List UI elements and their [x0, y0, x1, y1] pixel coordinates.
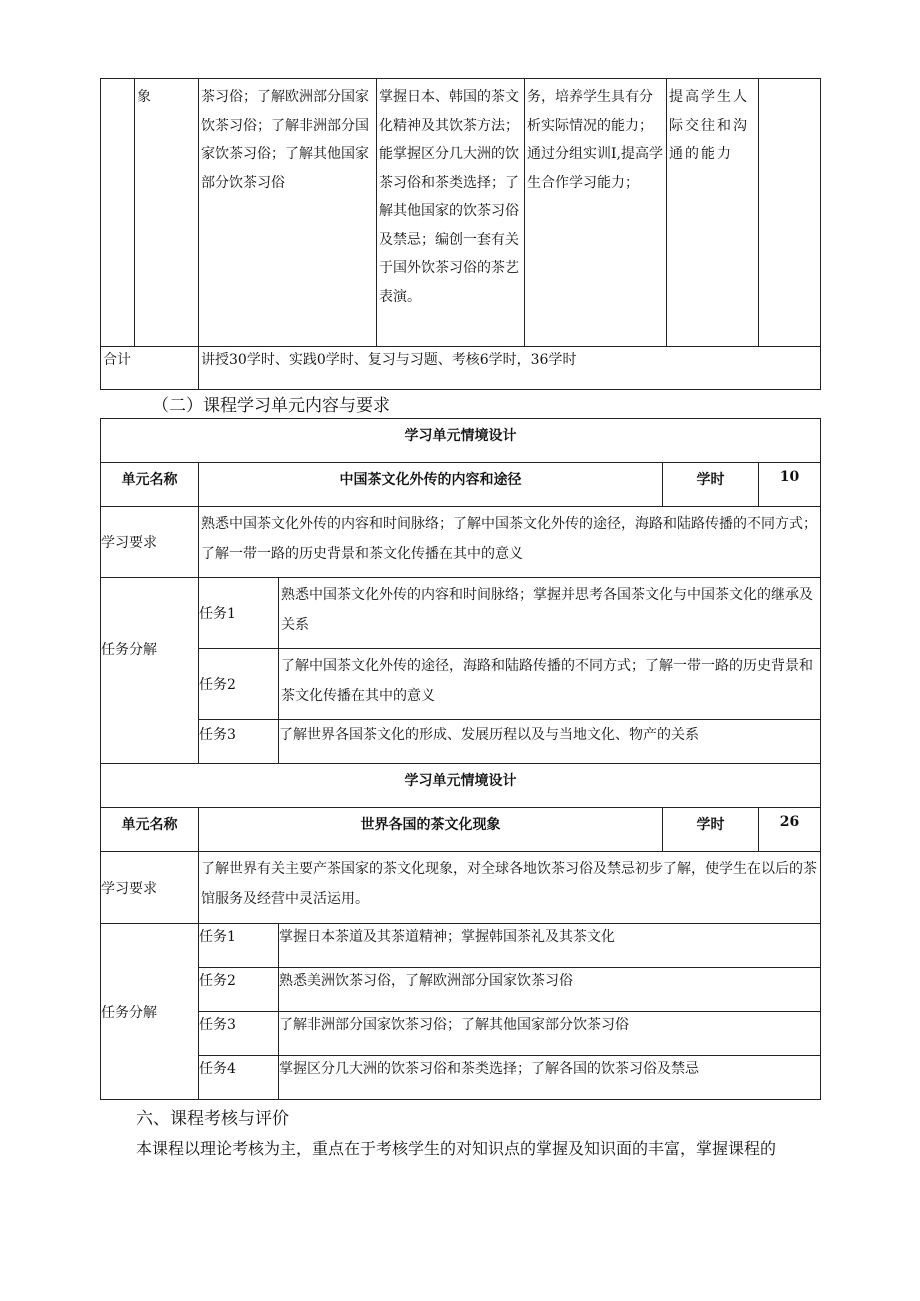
unit-name-label: 单元名称 — [101, 463, 199, 507]
knowledge-cell: 茶习俗；了解欧洲部分国家饮茶习俗；了解非洲部分国家饮茶习俗；了解其他国家部分饮茶习俗 — [199, 79, 377, 347]
requirement-text: 了解世界有关主要产茶国家的茶文化现象，对全球各地饮茶习俗及禁忌初步了解，使学生在以后的茶馆服务及经营中灵活运用。 — [199, 852, 821, 924]
task-text: 掌握日本茶道及其茶道精神；掌握韩国茶礼及其茶文化 — [279, 924, 821, 968]
unit-design-table — [100, 418, 821, 1100]
empty-cell — [759, 79, 821, 347]
task-label: 任务2 — [199, 968, 279, 1012]
empty-cell — [101, 79, 135, 347]
task-breakdown-label: 任务分解 — [101, 578, 199, 720]
task-text: 熟悉中国茶文化外传的内容和时间脉络；掌握并思考各国茶文化与中国茶文化的继承及关系 — [279, 578, 821, 649]
hours-label: 学时 — [663, 808, 759, 852]
hours-value: 10 — [759, 463, 821, 507]
total-row — [101, 347, 821, 390]
task-label: 任务2 — [199, 649, 279, 720]
task-text: 了解世界各国茶文化的形成、发展历程以及与当地文化、物产的关系 — [279, 720, 821, 764]
course-plan-table — [100, 78, 821, 390]
skill-cell: 掌握日本、韩国的茶文化精神及其饮茶方法；能掌握区分几大洲的饮茶习俗和茶类选择；了解其他国家的饮茶习俗及禁忌；编创一套有关于国外饮茶习俗的茶艺表演。 — [377, 79, 525, 347]
method-cell: 务，培养学生具有分析实际情况的能力；通过分组实训I,提高学生合作学习能力； — [525, 79, 667, 347]
section-paragraph: 本课程以理论考核为主，重点在于考核学生的对知识点的掌握及知识面的丰富，掌握课程的 — [136, 1139, 777, 1158]
task-label: 任务3 — [199, 720, 279, 764]
section-heading: （二）课程学习单元内容与要求 — [152, 396, 390, 416]
scenario-title: 学习单元情境设计 — [101, 764, 821, 808]
task-text: 熟悉美洲饮茶习俗，了解欧洲部分国家饮茶习俗 — [279, 968, 821, 1012]
requirement-text: 熟悉中国茶文化外传的内容和时间脉络；了解中国茶文化外传的途径，海路和陆路传播的不同方式；了解一带一路的历史背景和茶文化传播在其中的意义 — [199, 507, 821, 578]
task-label: 任务1 — [199, 924, 279, 968]
unit-name: 中国茶文化外传的内容和途径 — [199, 463, 663, 507]
requirement-label: 学习要求 — [101, 507, 199, 578]
unit-content-cell: 象 — [135, 79, 199, 347]
scenario-title: 学习单元情境设计 — [101, 419, 821, 463]
task-label: 任务1 — [199, 578, 279, 649]
section-title: 六、课程考核与评价 — [136, 1109, 289, 1129]
task-text: 了解非洲部分国家饮茶习俗；了解其他国家部分饮茶习俗 — [279, 1012, 821, 1056]
task-text: 了解中国茶文化外传的途径，海路和陆路传播的不同方式；了解一带一路的历史背景和茶文化传播在其中的意义 — [279, 649, 821, 720]
task-text: 掌握区分几大洲的饮茶习俗和茶类选择；了解各国的饮茶习俗及禁忌 — [279, 1056, 821, 1100]
empty-cell — [101, 720, 199, 764]
task-breakdown-label: 任务分解 — [101, 924, 199, 1100]
hours-label: 学时 — [663, 463, 759, 507]
table-row — [101, 79, 821, 347]
task-label: 任务4 — [199, 1056, 279, 1100]
unit-name-label: 单元名称 — [101, 808, 199, 852]
quality-cell: 提高学生人际交往和沟通的能力 — [667, 79, 759, 347]
total-label: 合计 — [101, 347, 199, 390]
task-label: 任务3 — [199, 1012, 279, 1056]
unit-name: 世界各国的茶文化现象 — [199, 808, 663, 852]
requirement-label: 学习要求 — [101, 852, 199, 924]
hours-value: 26 — [759, 808, 821, 852]
total-value: 讲授30学时、实践0学时、复习与习题、考核6学时，36学时 — [199, 347, 821, 390]
